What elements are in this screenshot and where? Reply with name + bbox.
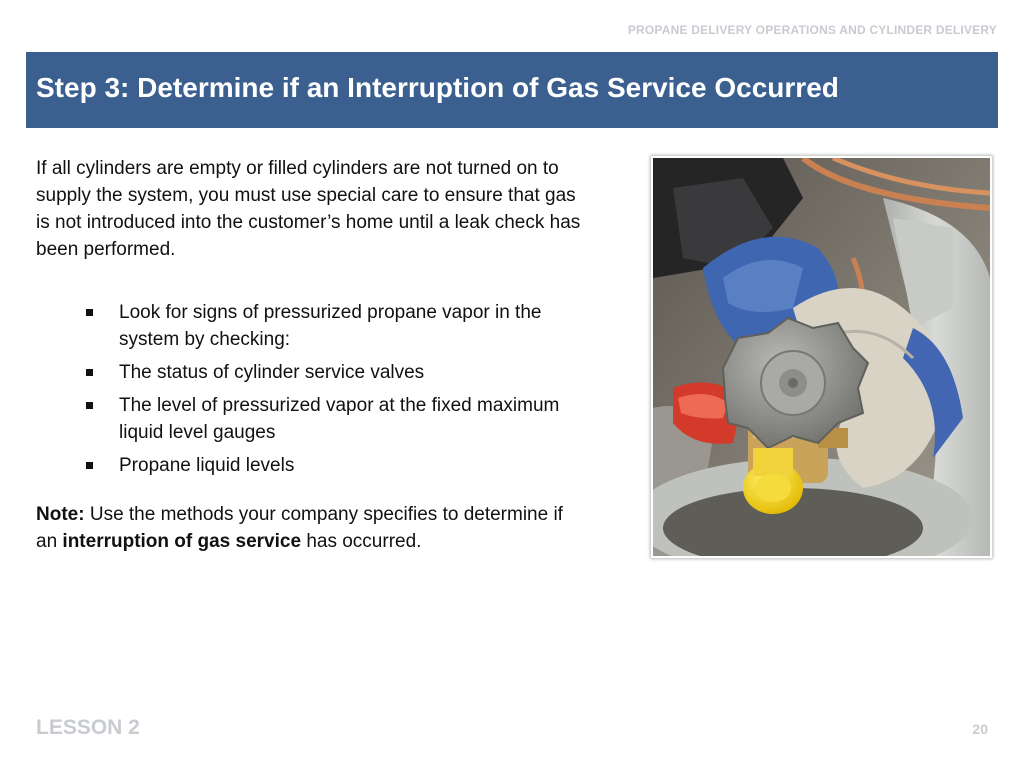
square-bullet-icon xyxy=(86,369,93,376)
slide-title: Step 3: Determine if an Interruption of Gas Service Occurred xyxy=(36,72,839,103)
bullet-text: Look for signs of pressurized propane vapor in the system by checking: xyxy=(119,302,542,350)
bullet-item xyxy=(86,452,564,479)
bullet-text: The status of cylinder service valves xyxy=(119,362,425,383)
square-bullet-icon xyxy=(86,309,93,316)
title-bar xyxy=(26,52,998,128)
page-number: 20 xyxy=(972,721,988,737)
square-bullet-icon xyxy=(86,462,93,469)
square-bullet-icon xyxy=(86,402,93,409)
bullet-item xyxy=(86,359,564,386)
cylinder-valve-photo xyxy=(651,156,992,558)
note-text: Use the methods your company specifies to determine if an xyxy=(36,504,563,552)
note-label: Note: xyxy=(36,504,85,525)
bullet-text: The level of pressurized vapor at the fixed maximum liquid level gauges xyxy=(119,395,560,443)
note-text-end: has occurred. xyxy=(301,531,422,552)
course-header: PROPANE DELIVERY OPERATIONS AND CYLINDER DELIVERY xyxy=(627,23,997,37)
bullet-item xyxy=(86,392,564,446)
lesson-label: LESSON 2 xyxy=(36,716,140,739)
note-paragraph xyxy=(36,501,566,555)
slide-content xyxy=(36,155,596,555)
note-emphasis: interruption of gas service xyxy=(62,531,302,552)
bullet-text: Propane liquid levels xyxy=(119,455,295,476)
bullet-item xyxy=(86,299,564,353)
bullet-list xyxy=(36,299,596,479)
intro-paragraph: If all cylinders are empty or filled cylinders are not turned on to supply the system, you must use special care to ensure that gas is not introduced into the customer’s home until a leak check has been performed. xyxy=(36,158,581,260)
